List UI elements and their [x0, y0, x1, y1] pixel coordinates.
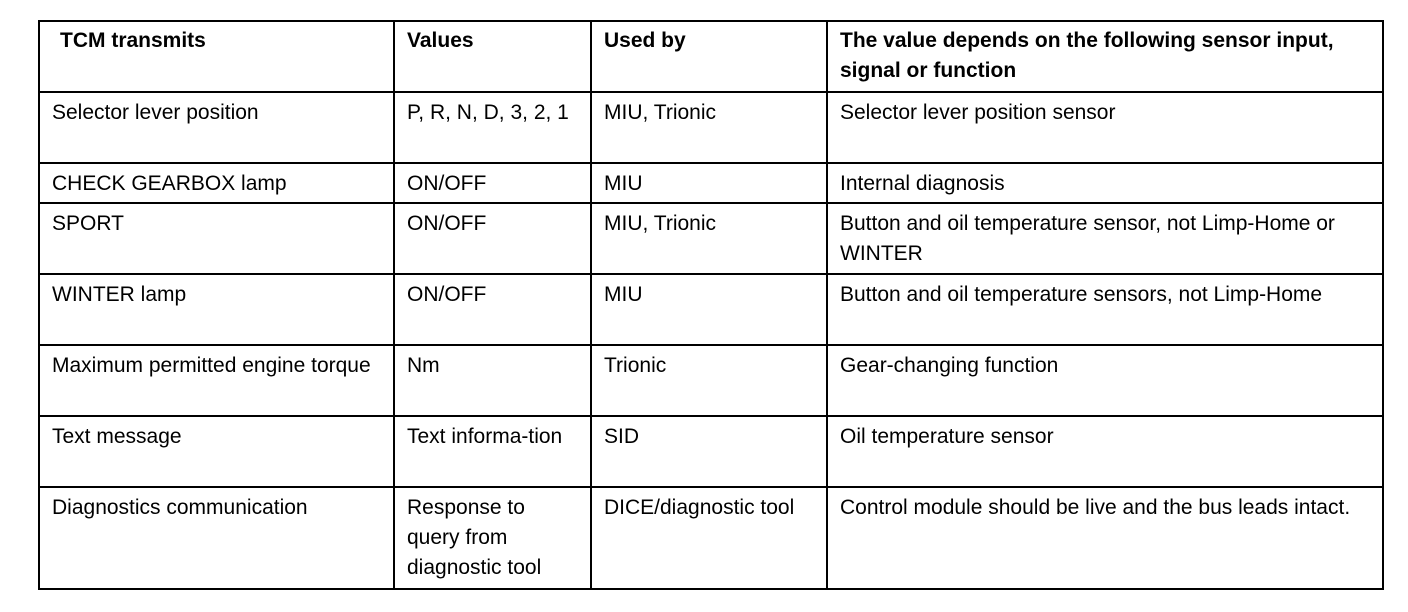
cell-signal: CHECK GEARBOX lamp	[39, 163, 394, 203]
cell-used-by: MIU	[591, 274, 827, 345]
table-row	[39, 203, 1383, 274]
table-row	[39, 345, 1383, 416]
header-tcm-transmits: TCM transmits	[39, 21, 394, 92]
cell-used-by: DICE/diagnostic tool	[591, 487, 827, 589]
cell-depends-on: Button and oil temperature sensor, not Limp-Home or WINTER	[827, 203, 1383, 274]
cell-used-by: MIU, Trionic	[591, 203, 827, 274]
table-header-row	[39, 21, 1383, 92]
cell-signal: Selector lever position	[39, 92, 394, 163]
cell-signal: Maximum permitted engine torque	[39, 345, 394, 416]
cell-used-by: MIU	[591, 163, 827, 203]
header-value-depends-on: The value depends on the following sensor input, signal or function	[827, 21, 1383, 92]
cell-signal: Diagnostics communication	[39, 487, 394, 589]
header-values: Values	[394, 21, 591, 92]
table-row	[39, 274, 1383, 345]
cell-values: P, R, N, D, 3, 2, 1	[394, 92, 591, 163]
cell-depends-on: Control module should be live and the bus leads intact.	[827, 487, 1383, 589]
table-row	[39, 487, 1383, 589]
table-row	[39, 416, 1383, 487]
header-used-by: Used by	[591, 21, 827, 92]
cell-used-by: Trionic	[591, 345, 827, 416]
cell-values: ON/OFF	[394, 203, 591, 274]
table-row	[39, 92, 1383, 163]
cell-used-by: MIU, Trionic	[591, 92, 827, 163]
cell-values: ON/OFF	[394, 163, 591, 203]
cell-used-by: SID	[591, 416, 827, 487]
cell-signal: WINTER lamp	[39, 274, 394, 345]
cell-depends-on: Oil temperature sensor	[827, 416, 1383, 487]
table-row	[39, 163, 1383, 203]
tcm-signal-table	[38, 20, 1384, 590]
cell-depends-on: Gear-changing function	[827, 345, 1383, 416]
cell-depends-on: Internal diagnosis	[827, 163, 1383, 203]
cell-signal: SPORT	[39, 203, 394, 274]
cell-values: Response to query from diagnostic tool	[394, 487, 591, 589]
cell-depends-on: Selector lever position sensor	[827, 92, 1383, 163]
cell-depends-on: Button and oil temperature sensors, not Limp-Home	[827, 274, 1383, 345]
cell-values: ON/OFF	[394, 274, 591, 345]
cell-values: Text informa-tion	[394, 416, 591, 487]
cell-signal: Text message	[39, 416, 394, 487]
cell-values: Nm	[394, 345, 591, 416]
